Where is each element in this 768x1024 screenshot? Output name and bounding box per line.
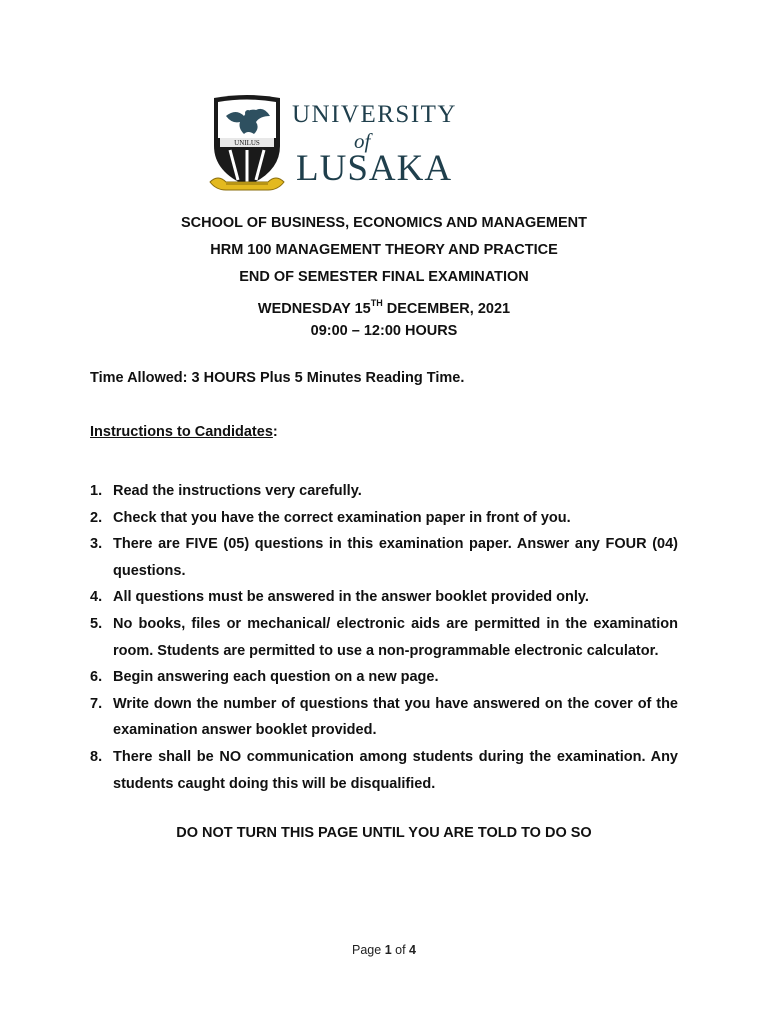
total-page-count: 4 [409,943,416,957]
page-footer [0,943,768,957]
list-item [90,478,678,505]
instructions-heading-colon: : [272,424,278,440]
list-item-text: There are FIVE (05) questions in this examination paper. Answer any FOUR (04) questions. [113,536,678,579]
course-title: HRM 100 MANAGEMENT THEORY AND PRACTICE [210,242,558,258]
list-item-text: Check that you have the correct examination paper in front of you. [113,509,571,526]
list-item-number: 8. [90,748,103,765]
list-item-text: No books, files or mechanical/ electronic aids are permitted in the examination room. Students are permitted to use a non-programmable electronic calculator. [113,615,678,659]
instructions-list [90,478,678,797]
list-item [90,691,678,744]
logo-lusaka-text: LUSAKA [296,148,453,189]
school-name: SCHOOL OF BUSINESS, ECONOMICS AND MANAGEMENT [180,215,588,231]
list-item [90,584,678,611]
university-logo [208,94,458,198]
list-item-text: Begin answering each question on a new page. [113,669,439,686]
list-item-number: 2. [90,509,103,526]
list-item-text: Read the instructions very carefully. [113,483,362,499]
university-crest-icon [208,94,286,198]
exam-header [0,210,768,345]
list-item-text: Write down the number of questions that you have answered on the cover of the examination answer booklet provided. [113,695,678,739]
list-item-text: All questions must be answered in the answer booklet provided only. [113,589,589,606]
time-allowed: Time Allowed: 3 HOURS Plus 5 Minutes Reading Time. [90,370,465,386]
list-item-number: 4. [90,589,103,606]
do-not-turn-warning: DO NOT TURN THIS PAGE UNTIL YOU ARE TOLD TO DO SO [176,825,592,841]
page-of-label: of [391,943,410,957]
instructions-heading [90,424,278,440]
list-item [90,744,678,797]
list-item [90,531,678,584]
exam-date-month-year: DECEMBER, 2021 [382,300,511,317]
svg-text:UNILUS: UNILUS [234,139,260,147]
exam-hours: 09:00 – 12:00 HOURS [310,323,458,339]
logo-university-text: UNIVERSITY [292,101,457,128]
exam-date-ordinal: TH [370,298,383,308]
list-item [90,664,678,691]
list-item-number: 6. [90,669,103,686]
current-page-number: 1 [384,943,392,957]
exam-date [0,291,768,318]
instructions-heading-text: Instructions to Candidates [90,424,273,440]
exam-date-day: WEDNESDAY 15 [257,300,371,317]
list-item-number: 7. [90,695,103,712]
list-item [90,611,678,664]
list-item-number: 5. [90,615,103,632]
exam-title: END OF SEMESTER FINAL EXAMINATION [239,269,529,285]
list-item-number: 3. [90,536,103,553]
list-item-text: There shall be NO communication among students during the examination. Any students caught doing this will be disqualified. [113,748,678,792]
list-item [90,505,678,532]
logo-of-text: of [354,129,371,153]
list-item-number: 1. [90,483,103,499]
page-label: Page [352,943,385,957]
